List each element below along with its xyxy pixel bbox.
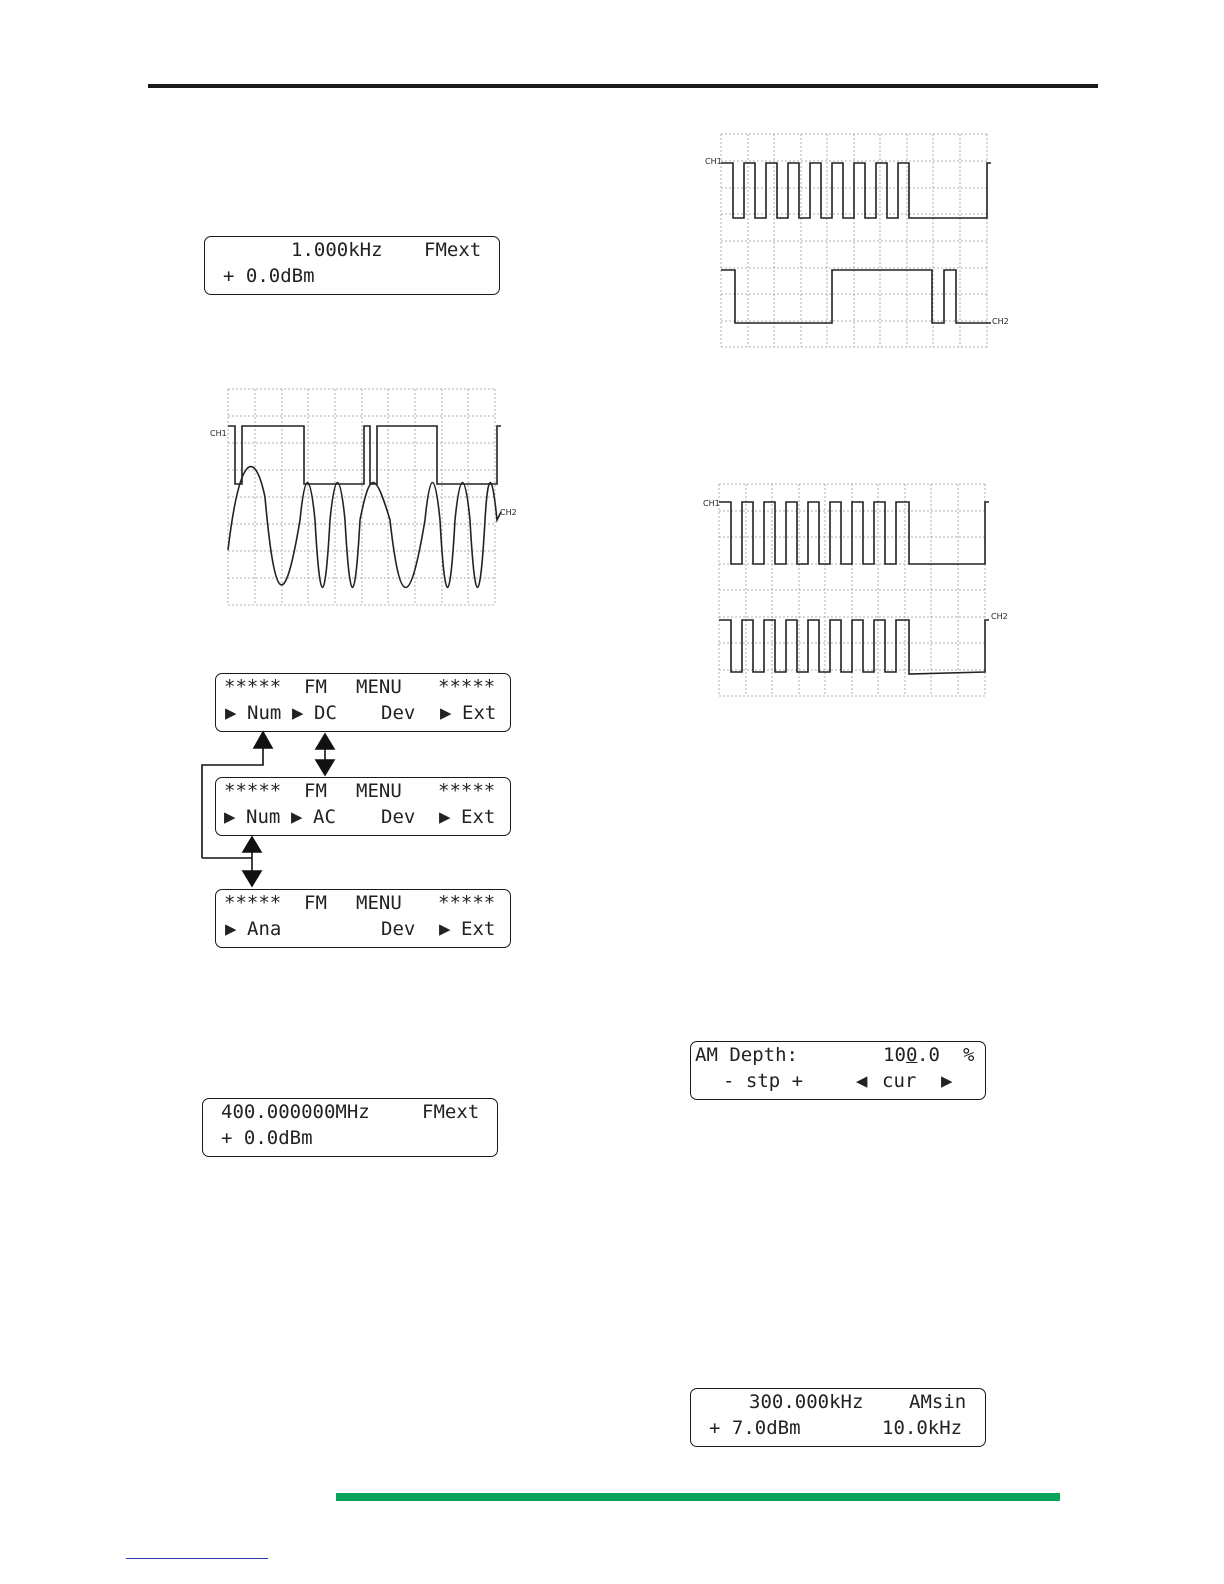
softkey-ext[interactable]: Ext [462, 702, 497, 724]
scope-ch1-label: CH1 [210, 429, 227, 438]
am-depth-value-pre: 10 [883, 1044, 906, 1066]
triangle-right-icon: ▶ [440, 702, 452, 724]
lcd-mode: AMsin [909, 1391, 967, 1413]
header-rule [148, 84, 1098, 88]
triangle-right-icon: ▶ [291, 806, 303, 828]
menu-title: FM [304, 892, 327, 914]
softkey-dev[interactable]: Dev [381, 806, 416, 828]
softkey-dev[interactable]: Dev [381, 918, 416, 940]
menu-stars-right: ***** [438, 676, 496, 698]
scope-ch2-label: CH2 [992, 317, 1009, 326]
triangle-left-icon[interactable]: ◀ [856, 1070, 868, 1092]
arrow-updown-icon [316, 734, 334, 749]
am-depth-value-cursor: 0 [906, 1044, 918, 1066]
menu-stars-left: ***** [224, 892, 282, 914]
lcd-frequency: 300.000kHz [749, 1391, 864, 1413]
lcd-frequency: 400.000000MHz [221, 1101, 370, 1123]
lcd-level: + 0.0dBm [221, 1127, 313, 1149]
triangle-right-icon: ▶ [224, 806, 236, 828]
triangle-right-icon[interactable]: ▶ [941, 1070, 953, 1092]
lcd-mode: FMext [424, 239, 482, 261]
lcd-am-depth [690, 1041, 986, 1100]
softkey-coupling[interactable]: AC [313, 806, 336, 828]
menu-stars-left: ***** [224, 676, 282, 698]
lcd-frequency: 1.000kHz [291, 239, 383, 261]
menu-title: FM [304, 676, 327, 698]
scope-ch1-label: CH1 [703, 499, 720, 508]
lcd-fm-ext-mhz [202, 1098, 498, 1157]
am-depth-unit: % [963, 1044, 975, 1066]
am-depth-value-post: .0 [917, 1044, 940, 1066]
softkey-ext[interactable]: Ext [461, 918, 496, 940]
scope-fsk-waveform-2 [700, 480, 1020, 700]
footer-rule [336, 1493, 1060, 1501]
softkey-num[interactable]: Num [246, 806, 281, 828]
scope-ch2-label: CH2 [500, 508, 517, 517]
lcd-mod-frequency: 10.0kHz [882, 1417, 963, 1439]
menu-label: MENU [356, 676, 402, 698]
scope-ch2-label: CH2 [991, 612, 1008, 621]
lcd-level: + 0.0dBm [223, 265, 315, 287]
menu-navigation-arrows [195, 726, 340, 892]
triangle-right-icon: ▶ [292, 702, 304, 724]
triangle-right-icon: ▶ [225, 702, 237, 724]
softkey-coupling[interactable]: DC [314, 702, 337, 724]
lcd-fm-ext-khz [204, 236, 500, 295]
menu-title: FM [304, 780, 327, 802]
softkey-ext[interactable]: Ext [461, 806, 496, 828]
softkey-ana[interactable]: Ana [247, 918, 282, 940]
triangle-right-icon: ▶ [439, 806, 451, 828]
softkey-dev[interactable]: Dev [381, 702, 416, 724]
lcd-am-sin [690, 1388, 986, 1447]
scope-ch1-label: CH1 [705, 157, 722, 166]
arrow-updown-icon [243, 837, 261, 852]
scope-fsk-waveform-1 [700, 130, 1020, 352]
menu-stars-right: ***** [438, 780, 496, 802]
triangle-right-icon: ▶ [225, 918, 237, 940]
lcd-mode: FMext [422, 1101, 480, 1123]
menu-stars-left: ***** [224, 780, 282, 802]
arrow-up-icon [254, 732, 272, 748]
lcd-level: + 7.0dBm [709, 1417, 801, 1439]
triangle-right-icon: ▶ [439, 918, 451, 940]
footer-link-line [126, 1558, 268, 1559]
softkey-num[interactable]: Num [247, 702, 282, 724]
am-depth-label: AM Depth: [695, 1044, 798, 1066]
menu-stars-right: ***** [438, 892, 496, 914]
lcd-fm-menu-ana [215, 889, 511, 948]
lcd-fm-menu-dc [215, 673, 511, 732]
menu-label: MENU [356, 780, 402, 802]
scope-fm-waveform [206, 386, 526, 612]
softkey-step[interactable]: - stp + [723, 1070, 804, 1092]
menu-label: MENU [356, 892, 402, 914]
softkey-cursor: cur [882, 1070, 917, 1092]
